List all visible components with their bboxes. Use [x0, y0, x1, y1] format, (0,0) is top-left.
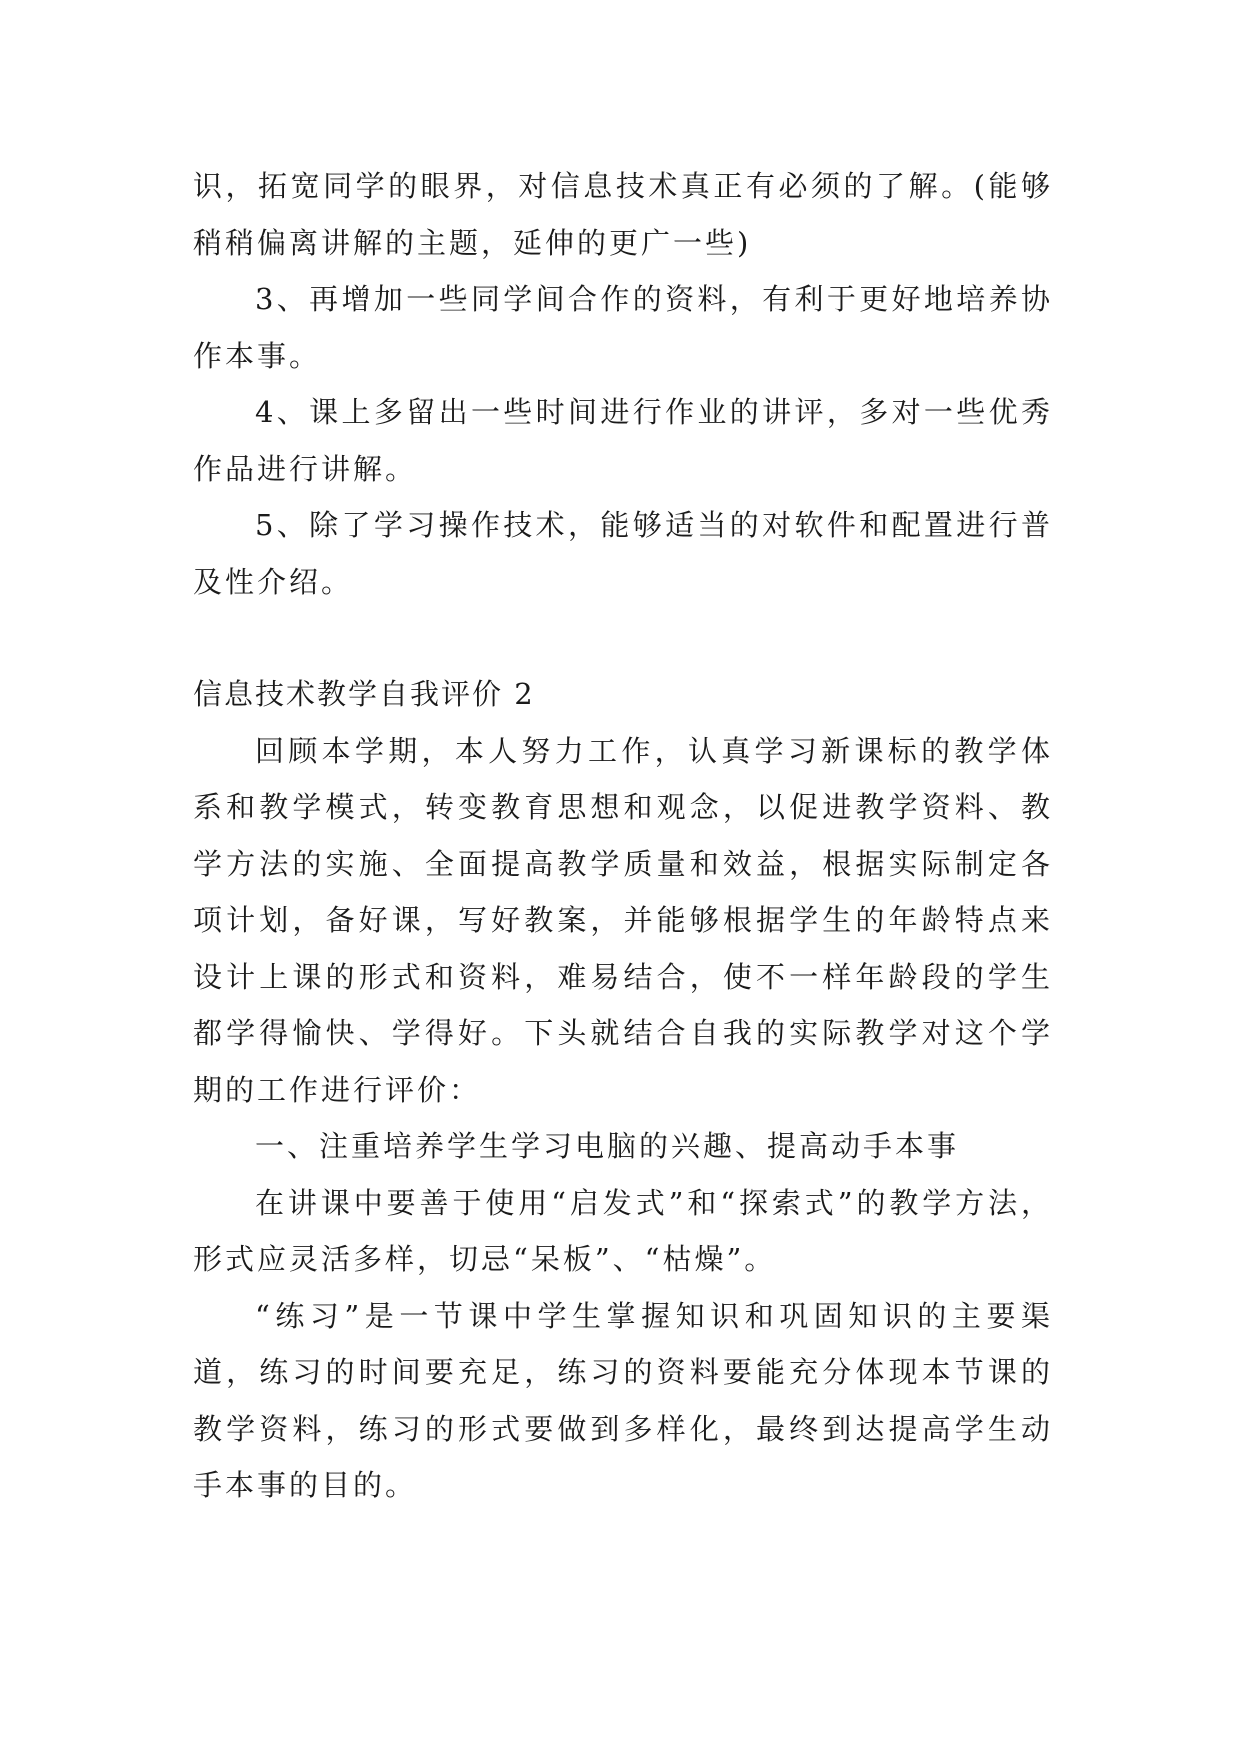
- document-body: [193, 158, 1053, 1514]
- paragraph-review: 回顾本学期，本人努力工作，认真学习新课标的教学体系和教学模式，转变教育思想和观念，以促进教学资料、教学方法的实施、全面提高教学质量和效益，根据实际制定各项计划，备好课，写好教案，并能够根据学生的年龄特点来设计上课的形式和资料，难易结合，使不一样年龄段的学生都学得愉快、学得好。下头就结合自我的实际教学对这个学期的工作进行评价：: [193, 733, 1053, 1107]
- paragraph-teaching-method: 在讲课中要善于使用“启发式”和“探索式”的教学方法，形式应灵活多样，切忌“呆板”、“枯燥”。: [193, 1185, 1053, 1276]
- paragraph-item-3: 3、再增加一些同学间合作的资料，有利于更好地培养协作本事。: [193, 282, 1053, 373]
- paragraph-continuation: 识，拓宽同学的眼界，对信息技术真正有必须的了解。(能够稍稍偏离讲解的主题，延伸的更广一些): [193, 169, 1053, 260]
- subheading-interest: 一、注重培养学生学习电脑的兴趣、提高动手本事: [255, 1129, 960, 1163]
- section-title: 信息技术教学自我评价 2: [193, 677, 535, 711]
- paragraph-practice: “练习”是一节课中学生掌握知识和巩固知识的主要渠道，练习的时间要充足，练习的资料要能充分体现本节课的教学资料，练习的形式要做到多样化，最终到达提高学生动手本事的目的。: [193, 1298, 1053, 1502]
- paragraph-item-4: 4、课上多留出一些时间进行作业的讲评，多对一些优秀作品进行讲解。: [193, 395, 1053, 486]
- paragraph-item-5: 5、除了学习操作技术，能够适当的对软件和配置进行普及性介绍。: [193, 508, 1053, 599]
